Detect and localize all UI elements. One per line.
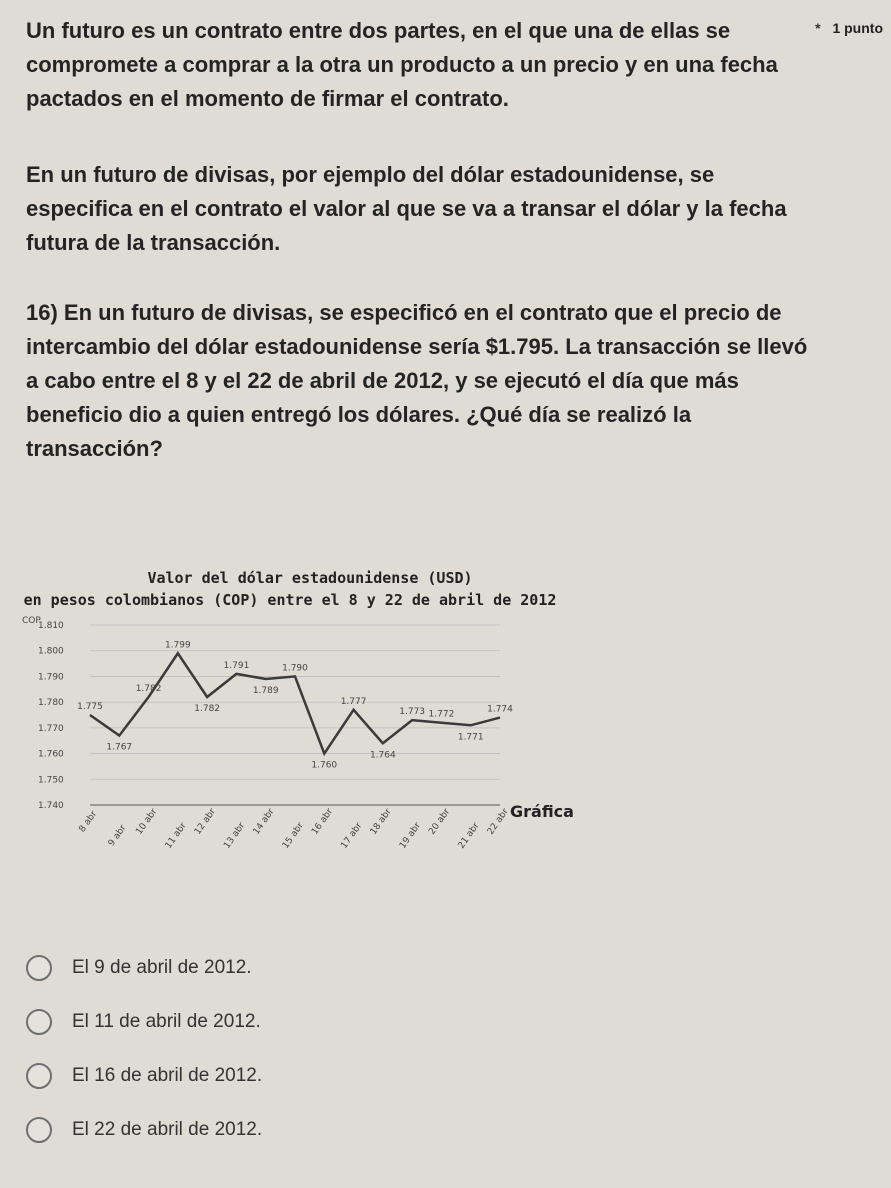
x-tick-labels: [78, 807, 511, 851]
x-tick-label: 18 abr: [368, 807, 394, 837]
point-label: 1.777: [340, 696, 367, 707]
point-label: 1.791: [223, 660, 250, 671]
chart-title: Valor del dólar estadounidense (USD): [147, 569, 473, 587]
x-tick-label: 12 abr: [193, 807, 218, 837]
point-label: 1.764: [369, 750, 396, 761]
x-tick-label: 21 abr: [456, 821, 482, 851]
y-tick-label: 1.760: [38, 749, 64, 760]
option-1[interactable]: [26, 950, 252, 986]
y-tick-label: 1.810: [38, 621, 64, 631]
x-tick-label: 17 abr: [339, 821, 365, 851]
x-tick-label: 22 abr: [485, 807, 511, 837]
radio-circle-icon[interactable]: [26, 1117, 52, 1143]
x-tick-label: 9 abr: [106, 823, 129, 849]
radio-circle-icon[interactable]: [26, 1009, 52, 1035]
line-chart: [20, 565, 600, 865]
y-axis-label: COP: [22, 616, 41, 626]
option-label: El 22 de abril de 2012.: [72, 1119, 263, 1140]
x-tick-label: 15 abr: [280, 821, 306, 851]
x-tick-label: 13 abr: [222, 821, 248, 851]
option-label: El 16 de abril de 2012.: [72, 1065, 263, 1086]
point-label: 1.799: [164, 640, 191, 651]
point-label: 1.767: [106, 742, 133, 753]
point-label: 1.760: [311, 760, 338, 771]
point-label: 1.771: [457, 732, 484, 743]
x-tick-label: 14 abr: [251, 807, 277, 837]
option-2[interactable]: [26, 1004, 261, 1040]
y-tick-labels: [38, 621, 64, 811]
point-label: 1.773: [399, 707, 426, 718]
y-tick-label: 1.740: [38, 801, 64, 811]
x-tick-label: 20 abr: [427, 807, 453, 837]
required-marker: *: [815, 20, 821, 36]
y-tick-label: 1.800: [38, 646, 64, 657]
x-tick-label: 19 abr: [398, 821, 423, 851]
intro-paragraph-1: Un futuro es un contrato entre dos partes, en el que una de ellas se compromete a comprar a la otra un producto a un precio y en una fecha pactados en el momento de firmar el contrato.: [26, 18, 778, 111]
question-prompt: 16) En un futuro de divisas, se especificó en el contrato que el precio de intercambio del dólar estadounidense sería $1.795. La transacción se llevó a cabo entre el 8 y el 22 de abril de 2012, y se ejecutó el día que más beneficio dio a quien entregó los dólares. ¿Qué día se realizó la transacción?: [26, 300, 808, 461]
point-label: 1.790: [282, 663, 308, 674]
point-label: 1.772: [428, 709, 455, 720]
x-tick-label: 11 abr: [163, 821, 189, 851]
y-tick-label: 1.750: [38, 775, 64, 786]
x-tick-label: 10 abr: [134, 807, 160, 837]
option-4[interactable]: [26, 1112, 262, 1148]
y-tick-label: 1.790: [38, 672, 64, 683]
option-3[interactable]: [26, 1058, 262, 1094]
chart-subtitle: en pesos colombianos (COP) entre el 8 y 22 de abril de 2012: [23, 591, 557, 609]
option-label: El 11 de abril de 2012.: [72, 1011, 261, 1032]
intro-paragraph-2: En un futuro de divisas, por ejemplo del dólar estadounidense, se especifica en el contrato el valor al que se va a transar el dólar y la fecha futura de la transacción.: [26, 162, 787, 255]
points-label: 1 punto: [832, 20, 883, 36]
option-label: El 9 de abril de 2012.: [72, 957, 252, 978]
y-tick-label: 1.770: [38, 723, 64, 734]
x-tick-label: 16 abr: [310, 807, 336, 837]
point-label: 1.775: [77, 702, 103, 712]
radio-circle-icon[interactable]: [26, 955, 52, 981]
y-tick-label: 1.780: [38, 698, 64, 709]
point-label: 1.789: [252, 686, 279, 696]
points-indicator: [815, 20, 883, 36]
x-tick-label: 8 abr: [77, 809, 100, 835]
point-label: 1.774: [487, 704, 513, 715]
point-label: 1.782: [135, 684, 162, 694]
chart-container: [20, 565, 600, 865]
radio-circle-icon[interactable]: [26, 1063, 52, 1089]
chart-caption: Gráfica: [510, 802, 574, 821]
point-label: 1.782: [194, 704, 221, 714]
